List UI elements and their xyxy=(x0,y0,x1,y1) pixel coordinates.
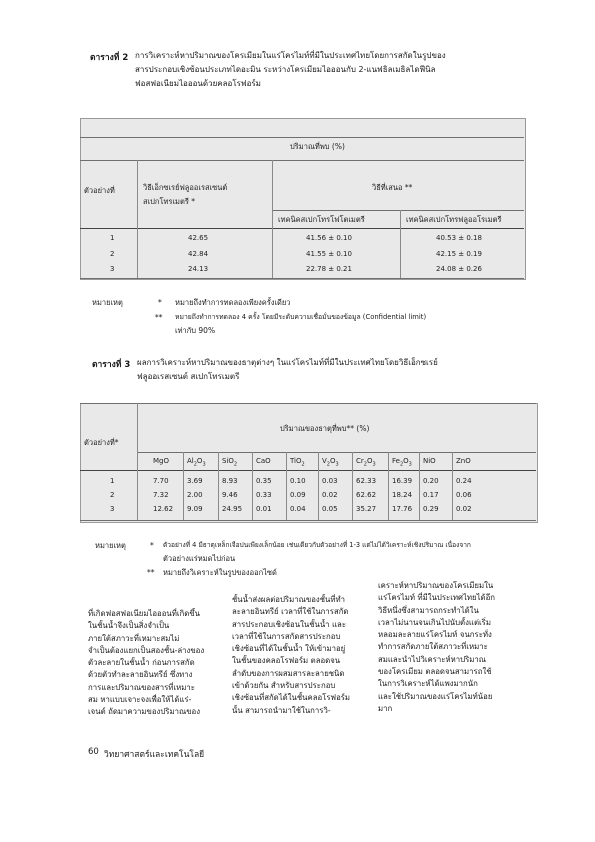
table3-column-header: NiO xyxy=(423,457,436,465)
journal-name: วิทยาศาสตร์และเทคโนโลยี xyxy=(104,750,205,760)
table3-cell: 0.33 xyxy=(256,491,272,499)
table3-cell: 8.93 xyxy=(222,477,238,485)
table3-cell: 0.03 xyxy=(322,477,338,485)
table2-row3-xrf: 24.13 xyxy=(188,265,209,273)
body-text-line: เจนต์ ถัดมาความของปริมาณของ xyxy=(88,707,201,717)
table3-row-number: 3 xyxy=(110,505,115,513)
table3-cell: 0.02 xyxy=(322,491,338,499)
body-text-line: เชิงซ้อนที่สกัดได้ในชั้นคลอโรฟอร์ม xyxy=(232,693,351,703)
table3-cell: 0.20 xyxy=(423,477,439,485)
table3-cell: 0.01 xyxy=(256,505,272,513)
table2-header-method-proposed: วิธีที่เสนอ ** xyxy=(372,183,413,192)
body-text-line: หลอมละลายแร่โครไมท์ จนกระทั่ง xyxy=(378,630,492,640)
table2-header-method-ref-2: สเปกโทรเมตรี * xyxy=(143,197,195,206)
body-text-line: เชิงซ้อนที่ได้ในชั้นน้ำ ให้เข้ามาอยู่ xyxy=(232,644,346,654)
table3-cell: 9.46 xyxy=(222,491,238,499)
table3-cell: 0.06 xyxy=(456,491,472,499)
table2-row1-no: 1 xyxy=(110,234,115,242)
table2-header-sub-uv: เทคนิคสเปกโทรโฟโตเมตรี xyxy=(278,215,365,224)
table2-caption-line-2: สารประกอบเชิงซ้อนประเภทไดอะมิน ระหว่างโครเมียมไอออนกับ 2-แนฟธิลเมธิลไดฟีนิล xyxy=(135,65,436,74)
table2-note2-text-2: เท่ากับ 90% xyxy=(175,326,216,335)
table3-column-header: $Cr_2O_3$ xyxy=(356,457,376,468)
table3-note2-text: หมายถึงวิเคราะห์ในรูปของออกไซด์ xyxy=(163,568,277,577)
table3-cell: 0.17 xyxy=(423,491,439,499)
table3-cell: 3.69 xyxy=(187,477,203,485)
table3-note1-text-1: ตัวอย่างที่ 4 มีธาตุเหล็กเจือปนเพียงเล็กน้อย เช่นเดียวกับตัวอย่างที่ 1-3 แต่ไม่ได้วิเคราะห์เชิงปริมาณ เนื่องจาก xyxy=(163,541,471,549)
table2-note1-text: หมายถึงทำการทดลองเพียงครั้งเดียว xyxy=(175,298,291,307)
body-text-line: ในการวิเคราะห์ได้แพงมากนัก xyxy=(378,679,478,689)
body-text-line: ด้วยตัวทำละลายอินทรีย์ ซึ่งทาง xyxy=(88,670,193,680)
table3-row-number: 2 xyxy=(110,491,115,499)
table3-note2-mark: ** xyxy=(147,568,155,577)
table3-cell: 17.76 xyxy=(392,505,413,513)
body-text-line: ละลายอินทรีย์ เวลาที่ใช้ในการสกัด xyxy=(232,607,349,617)
body-text-line: เข้าด้วยกัน สำหรับสารประกอบ xyxy=(232,681,336,691)
table3-cell: 18.24 xyxy=(392,491,413,499)
table3-cell: 0.35 xyxy=(256,477,272,485)
table3-cell: 0.04 xyxy=(290,505,306,513)
table2-row3-no: 3 xyxy=(110,265,115,273)
table3-cell: 35.27 xyxy=(356,505,377,513)
table2-note2-mark: ** xyxy=(155,313,163,322)
table3-header-sample: ตัวอย่างที่* xyxy=(84,438,119,447)
table3-caption-line-1: ผลการวิเคราะห์หาปริมาณของธาตุต่างๆ ในแร่โครไมท์ที่มีในประเทศไทยโดยวิธีเอ็กซเรย์ xyxy=(137,358,438,367)
body-text-line: แร่โครไมท์ ที่มีในประเทศไทยได้อีก xyxy=(378,593,495,603)
body-text-line: ของโครเมียม ตลอดจนสามารถใช้ xyxy=(378,667,492,677)
table3-note1-mark: * xyxy=(150,541,154,550)
table3-column-header: MgO xyxy=(153,457,169,465)
body-column-1 xyxy=(88,608,208,719)
table2-row2-uv: 41.55 ± 0.10 xyxy=(306,250,352,258)
body-text-line: ชั้นน้ำส่งผลต่อปริมาณของชั้นที่ทำ xyxy=(232,595,345,604)
table3-column-header: SiO$_2$ xyxy=(222,457,238,468)
table3-caption-line-2: ฟลูออเรสเซนต์ สเปกโทรเมตรี xyxy=(137,372,240,381)
table3-cell: 2.00 xyxy=(187,491,203,499)
table2-caption-line-1: การวิเคราะห์หาปริมาณของโครเมียมในแร่โครไมท์ที่มีในประเทศไทยโดยการสกัดในรูปของ xyxy=(135,51,446,60)
table2-caption-line-3: ฟอสฟอเนียมไอออนด้วยคลอโรฟอร์ม xyxy=(135,79,261,88)
body-text-line: มาก xyxy=(378,703,393,713)
body-text-line: เวลาไม่นานจนเกินไปนับตั้งแต่เริ่ม xyxy=(378,617,492,627)
body-text-line: และใช้ปริมาณของแร่โครไมท์น้อย xyxy=(378,691,493,701)
table2-header-sub-fluor: เทคนิคสเปกโทรฟลูออโรเมตรี xyxy=(406,215,502,224)
table3-cell: 9.09 xyxy=(187,505,203,513)
body-text-line: เคราะห์หาปริมาณของโครเมียมใน xyxy=(378,581,494,590)
table3-column-header: $V_2O_3$ xyxy=(322,457,339,468)
body-text-line: สมและนำไปวิเคราะห์หาปริมาณ xyxy=(378,654,487,664)
table2-row1-fl: 40.53 ± 0.18 xyxy=(436,234,482,242)
table2-header-method-ref-1: วิธีเอ็กซเรย์ฟลูออเรสเซนต์ xyxy=(143,183,228,192)
table3-cell: 24.95 xyxy=(222,505,243,513)
table3-cell: 0.24 xyxy=(456,477,472,485)
body-text-line: จำเป็นต้องแยกเป็นสองชั้น-ล่างของ xyxy=(88,645,205,655)
table3-column-header: $Fe_2O_3$ xyxy=(392,457,412,468)
body-text-line: สารประกอบเชิงซ้อนในชั้นน้ำ และ xyxy=(232,619,347,629)
table3-note1-text-2: ตัวอย่างแร่หมดไปก่อน xyxy=(163,554,236,563)
body-text-line: วิธีหนึ่งซึ่งสามารถกระทำได้ใน xyxy=(378,605,479,615)
body-column-2 xyxy=(232,594,354,717)
page-number: 60 xyxy=(88,747,99,757)
table2-note-label: หมายเหตุ xyxy=(92,298,123,307)
body-text-line: ลำดับของการผสมสารละลายชนิด xyxy=(232,668,345,678)
body-text-line: เวลาที่ใช้ในการสกัดสารประกอบ xyxy=(232,631,341,641)
table2-note1-mark: * xyxy=(158,298,162,307)
table3-cell: 0.29 xyxy=(423,505,439,513)
table2-row2-xrf: 42.84 xyxy=(188,250,209,258)
table2-label: ตารางที่ 2 xyxy=(90,53,129,63)
body-column-3 xyxy=(378,580,500,715)
table3-cell: 0.02 xyxy=(456,505,472,513)
table3-column-header: $Al_2O_3$ xyxy=(187,457,206,468)
table3-cell: 62.62 xyxy=(356,491,377,499)
table2-row2-no: 2 xyxy=(110,250,115,258)
table3-cell: 16.39 xyxy=(392,477,413,485)
table2-row2-fl: 42.15 ± 0.19 xyxy=(436,250,482,258)
table2-row1-uv: 41.56 ± 0.10 xyxy=(306,234,352,242)
table3-row-number: 1 xyxy=(110,477,115,485)
table2-note2-text-1: หมายถึงทำการทดลอง 4 ครั้ง โดยมีระดับความเชื่อมั่นของข้อมูล (Confidential limit) xyxy=(175,313,427,321)
body-text-line: การและปริมาณของสารที่เหมาะ xyxy=(88,682,195,692)
body-text-line: ภายใต้สภาวะที่เหมาะสมไม่ xyxy=(88,633,180,643)
table3-column-header: CaO xyxy=(256,457,271,465)
body-text-line: ในชั้นของคลอโรฟอร์ม ตลอดจน xyxy=(232,656,341,666)
table3-label: ตารางที่ 3 xyxy=(92,360,131,370)
table3-cell: 7.70 xyxy=(153,477,169,485)
table2-header-amount-found: ปริมาณที่พบ (%) xyxy=(290,142,345,151)
body-text-line: ในชั้นน้ำจึงเป็นสิ่งจำเป็น xyxy=(88,621,170,631)
table3-cell: 0.10 xyxy=(290,477,306,485)
body-text-line: ตัวละลายในชั้นน้ำ ก่อนการสกัด xyxy=(88,658,195,668)
body-text-line: นั้น สามารถนำมาใช้ในการวิ- xyxy=(232,705,331,715)
table2-header-sample: ตัวอย่างที่ xyxy=(84,186,115,195)
body-text-line: ทำการสกัดภายใต้สภาวะที่เหมาะ xyxy=(378,642,488,652)
table3-cell: 0.09 xyxy=(290,491,306,499)
table3-cell: 62.33 xyxy=(356,477,377,485)
body-text-line: ที่เกิดฟอสฟอเนียมไอออนที่เกิดขึ้น xyxy=(88,609,201,618)
body-text-line: สม หาแบบเจาะจงเพื่อให้ได้แร่- xyxy=(88,695,192,705)
table2-row1-xrf: 42.65 xyxy=(188,234,209,242)
table3-cell: 12.62 xyxy=(153,505,174,513)
table2-row3-fl: 24.08 ± 0.26 xyxy=(436,265,482,273)
table3-note-label: หมายเหตุ xyxy=(95,541,126,550)
table3-cell: 0.05 xyxy=(322,505,338,513)
table3-column-header: TiO$_2$ xyxy=(290,457,305,468)
table3-cell: 7.32 xyxy=(153,491,169,499)
table3-column-header: ZnO xyxy=(456,457,471,465)
table3-header-amount: ปริมาณของธาตุที่พบ** (%) xyxy=(280,424,370,433)
table2-row3-uv: 22.78 ± 0.21 xyxy=(306,265,352,273)
